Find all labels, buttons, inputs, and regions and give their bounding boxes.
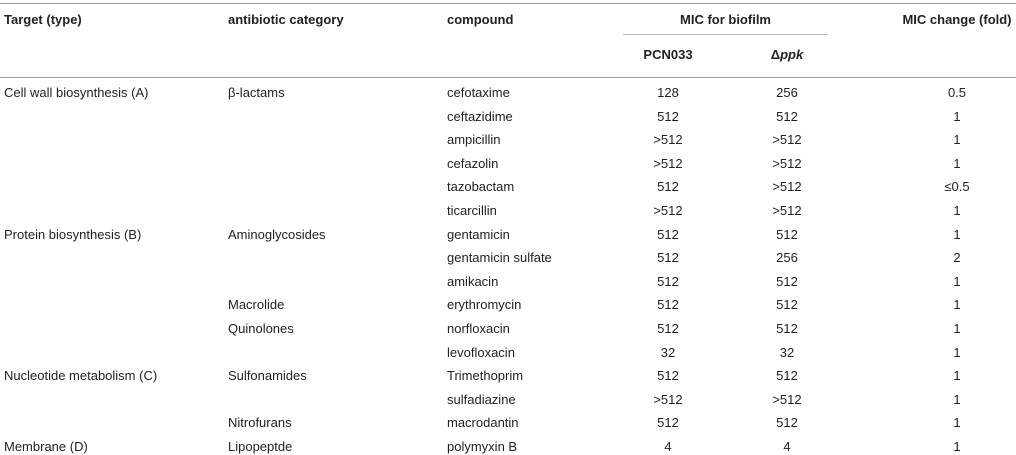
cell-category: β-lactams [228,85,285,100]
cell-mic-change: 1 [953,415,961,430]
table-top-rule [0,3,1016,4]
cell-pcn033: >512 [653,392,683,407]
cell-compound: polymyxin B [447,439,518,454]
cell-pcn033: >512 [653,132,683,147]
cell-pcn033: 512 [657,321,679,336]
header-category: antibiotic category [228,12,344,27]
cell-mic-change: 1 [953,132,961,147]
cell-category: Aminoglycosides [228,227,326,242]
cell-compound: erythromycin [447,297,522,312]
cell-mic-change: 1 [953,368,961,383]
cell-compound: norfloxacin [447,321,510,336]
header-compound: compound [447,12,514,27]
cell-compound: amikacin [447,274,499,289]
cell-ppk: 512 [776,109,798,124]
cell-compound: gentamicin [447,227,510,242]
cell-mic-change: 1 [953,392,961,407]
cell-pcn033: 512 [657,179,679,194]
cell-mic-change: 1 [953,439,961,454]
cell-pcn033: >512 [653,156,683,171]
cell-pcn033: 512 [657,227,679,242]
cell-ppk: 512 [776,297,798,312]
cell-compound: sulfadiazine [447,392,516,407]
cell-compound: cefotaxime [447,85,510,100]
cell-pcn033: >512 [653,203,683,218]
cell-pcn033: 512 [657,368,679,383]
cell-mic-change: 1 [953,345,961,360]
cell-compound: cefazolin [447,156,499,171]
cell-mic-change: 1 [953,156,961,171]
cell-category: Sulfonamides [228,368,307,383]
cell-ppk: 4 [783,439,791,454]
cell-pcn033: 128 [657,85,679,100]
cell-mic-change: 0.5 [947,85,967,100]
cell-compound: levofloxacin [447,345,515,360]
cell-ppk: 512 [776,321,798,336]
cell-ppk: 32 [779,345,795,360]
cell-compound: macrodantin [447,415,519,430]
cell-mic-change: 2 [953,250,961,265]
header-ppk-delta: Δ [770,47,781,62]
cell-mic-change: 1 [953,297,961,312]
cell-pcn033: 512 [657,297,679,312]
cell-pcn033: 512 [657,415,679,430]
cell-pcn033: 32 [660,345,676,360]
cell-pcn033: 512 [657,274,679,289]
cell-target: Cell wall biosynthesis (A) [4,85,149,100]
cell-ppk: >512 [772,156,802,171]
cell-category: Quinolones [228,321,294,336]
cell-mic-change: 1 [953,227,961,242]
cell-pcn033: 512 [657,250,679,265]
cell-target: Protein biosynthesis (B) [4,227,142,242]
cell-target: Membrane (D) [4,439,88,454]
cell-ppk: >512 [772,203,802,218]
header-mic-change: MIC change (fold) [902,12,1012,27]
cell-compound: ceftazidime [447,109,513,124]
cell-compound: ampicillin [447,132,501,147]
cell-mic-change: 1 [953,321,961,336]
cell-mic-change: 1 [953,109,961,124]
cell-category: Macrolide [228,297,285,312]
cell-pcn033: 512 [657,109,679,124]
mic-group-rule [623,34,828,35]
cell-ppk: >512 [772,132,802,147]
header-ppk [742,47,832,63]
cell-ppk: 256 [776,250,798,265]
cell-ppk: 512 [776,274,798,289]
header-bottom-rule [0,77,1016,78]
cell-ppk: >512 [772,392,802,407]
cell-ppk: 512 [776,368,798,383]
cell-ppk: 256 [776,85,798,100]
cell-compound: gentamicin sulfate [447,250,552,265]
cell-mic-change: 1 [953,274,961,289]
cell-target: Nucleotide metabolism (C) [4,368,158,383]
header-ppk-name: ppk [780,47,804,62]
cell-ppk: 512 [776,415,798,430]
cell-compound: ticarcillin [447,203,497,218]
cell-compound: Trimethoprim [447,368,524,383]
cell-mic-change: ≤0.5 [944,179,970,194]
cell-compound: tazobactam [447,179,515,194]
cell-pcn033: 4 [664,439,672,454]
header-pcn033: PCN033 [643,47,693,62]
cell-mic-change: 1 [953,203,961,218]
cell-ppk: 512 [776,227,798,242]
cell-ppk: >512 [772,179,802,194]
cell-category: Lipopeptde [228,439,293,454]
header-target: Target (type) [4,12,82,27]
header-mic-for-biofilm: MIC for biofilm [680,12,771,27]
cell-category: Nitrofurans [228,415,292,430]
